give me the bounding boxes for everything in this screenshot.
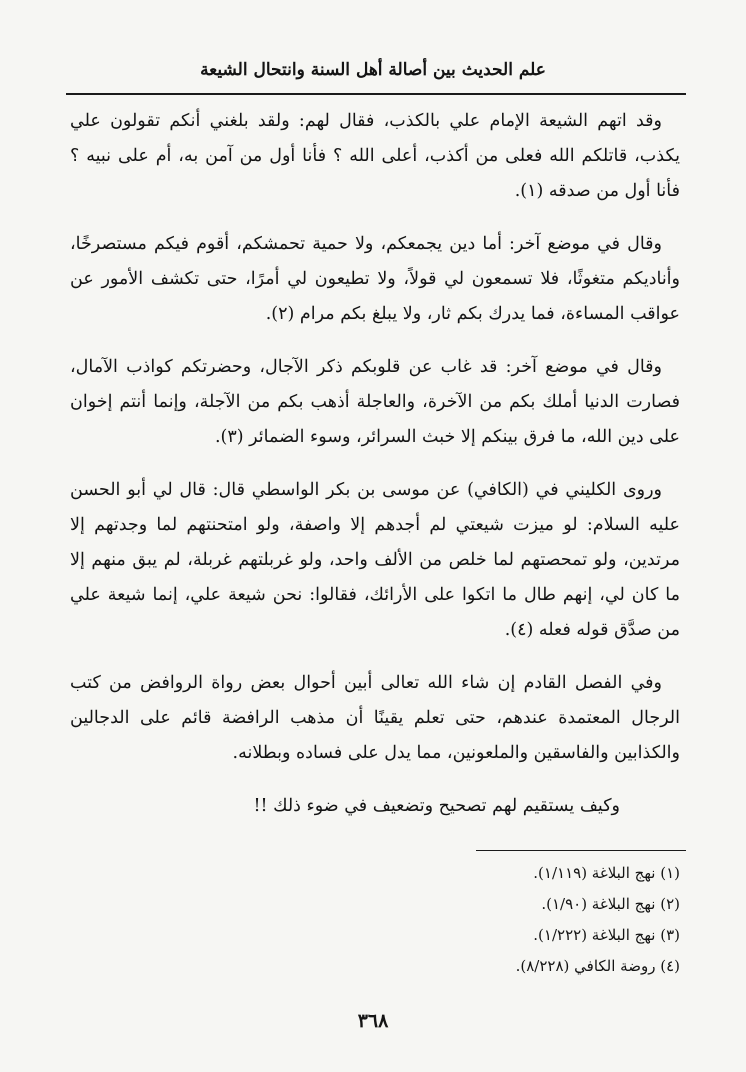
- footnote: (١) نهج البلاغة (١/١١٩).: [533, 864, 680, 882]
- footnote: (٢) نهج البلاغة (١/٩٠).: [541, 895, 680, 913]
- page-number: ٣٦٨: [357, 1010, 389, 1032]
- paragraph: وقال في موضع آخر: قد غاب عن قلوبكم ذكر الآجال، وحضرتكم كواذب الآمال، فصارت الدنيا أملك بكم من الآخرة، والعاجلة أذهب بكم من الآجلة، وإنما أنتم إخوان على دين الله، ما فرق بينكم إلا خبث السرائر، وسوء الضمائر (٣).: [70, 357, 680, 447]
- header-rule: [66, 93, 686, 95]
- footnotes: [380, 858, 680, 982]
- footnote: (٣) نهج البلاغة (١/٢٢٢).: [533, 926, 680, 944]
- paragraph: وفي الفصل القادم إن شاء الله تعالى أبين أحوال بعض رواة الروافض من كتب الرجال المعتمدة عندهم، حتى تعلم يقينًا أن مذهب الرافضة قائم على الدجالين والكذابين والفاسقين والملعونين، مما يدل على فساده وبطلانه.: [70, 673, 680, 763]
- footnote-separator: [476, 850, 686, 851]
- paragraph: وقد اتهم الشيعة الإمام علي بالكذب، فقال لهم: ولقد بلغني أنكم تقولون علي يكذب، قاتلكم الله فعلى من أكذب، أعلى الله ؟ فأنا أول من آمن به، أم على نبيه ؟ فأنا أول من صدقه (١).: [70, 111, 680, 201]
- paragraph: وقال في موضع آخر: أما دين يجمعكم، ولا حمية تحمشكم، أقوم فيكم مستصرخًا، وأناديكم متغوثًا، فلا تسمعون لي قولاً، ولا تطيعون لي أمرًا، حتى تكشف الأمور عن عواقب المساءة، فما يدرك بكم ثار، ولا يبلغ بكم مرام (٢).: [70, 234, 680, 324]
- paragraph: وكيف يستقيم لهم تصحيح وتضعيف في ضوء ذلك !!: [253, 796, 620, 816]
- footnote: (٤) روضة الكافي (٨/٢٢٨).: [515, 957, 680, 975]
- running-header: علم الحديث بين أصالة أهل السنة وانتحال الشيعة: [200, 60, 546, 80]
- paragraph: وروى الكليني في (الكافي) عن موسى بن بكر الواسطي قال: قال لي أبو الحسن عليه السلام: لو ميزت شيعتي لم أجدهم إلا واصفة، ولو امتحنتهم لما وجدتهم إلا مرتدين، ولو تمحصتهم لما خلص من الألف واحد، ولو غربلتهم غربلة، لم يبق منهم إلا ما كان لي، إنهم طال ما اتكوا على الأرائك، فقالوا: نحن شيعة علي، إنما شيعة علي من صدَّق قوله فعله (٤).: [70, 480, 680, 640]
- main-text: [70, 104, 680, 842]
